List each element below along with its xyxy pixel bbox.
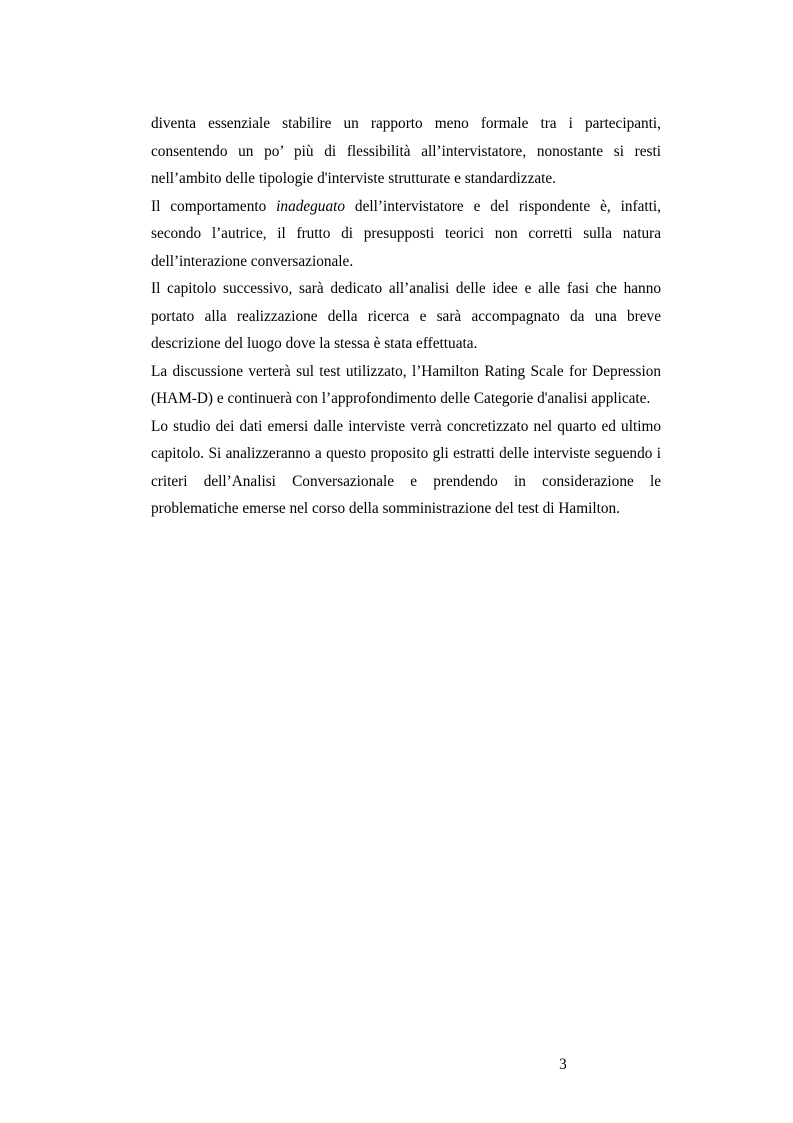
paragraph-3-text: Il capitolo successivo, sarà dedicato all’analisi delle idee e alle fasi che hanno portato alla realizzazione della ricerca e sarà accompagnato da una breve descrizione del luogo dove la stessa è stata effettuata. [151,280,661,352]
body-text [151,110,661,523]
paragraph-2-after: dell’intervistatore e del rispondente è, infatti, secondo l’autrice, il frutto di presupposti teorici non corretti sulla natura dell’interazione conversazionale. [151,197,662,270]
paragraph-1 [151,110,661,193]
paragraph-2 [151,193,661,276]
paragraph-4 [151,358,661,413]
emphasized-word: inadeguato [276,197,346,215]
paragraph-4-text: La discussione verterà sul test utilizzato, l’Hamilton Rating Scale for Depression (HAM-D) e continuerà con l’approfondimento delle Categorie d'analisi applicate. [151,362,661,407]
paragraph-3 [151,275,661,358]
paragraph-5-text: Lo studio dei dati emersi dalle interviste verrà concretizzato nel quarto ed ultimo capitolo. Si analizzeranno a questo proposito gli estratti delle interviste seguendo i criteri dell’Analisi Conversazionale e prendendo in considerazione le problematiche emerse nel corso della somministrazione del test di Hamilton. [151,417,661,517]
paragraph-5 [151,413,661,523]
page-number: 3 [559,1056,567,1073]
paragraph-2-before: Il comportamento [151,197,277,215]
paragraph-1-text: diventa essenziale stabilire un rapporto meno formale tra i partecipanti, consentendo un po’ più di flessibilità all’intervistatore, nonostante si resti nell’ambito delle tipologie d'interviste strutturate e standardizzate. [151,115,661,187]
